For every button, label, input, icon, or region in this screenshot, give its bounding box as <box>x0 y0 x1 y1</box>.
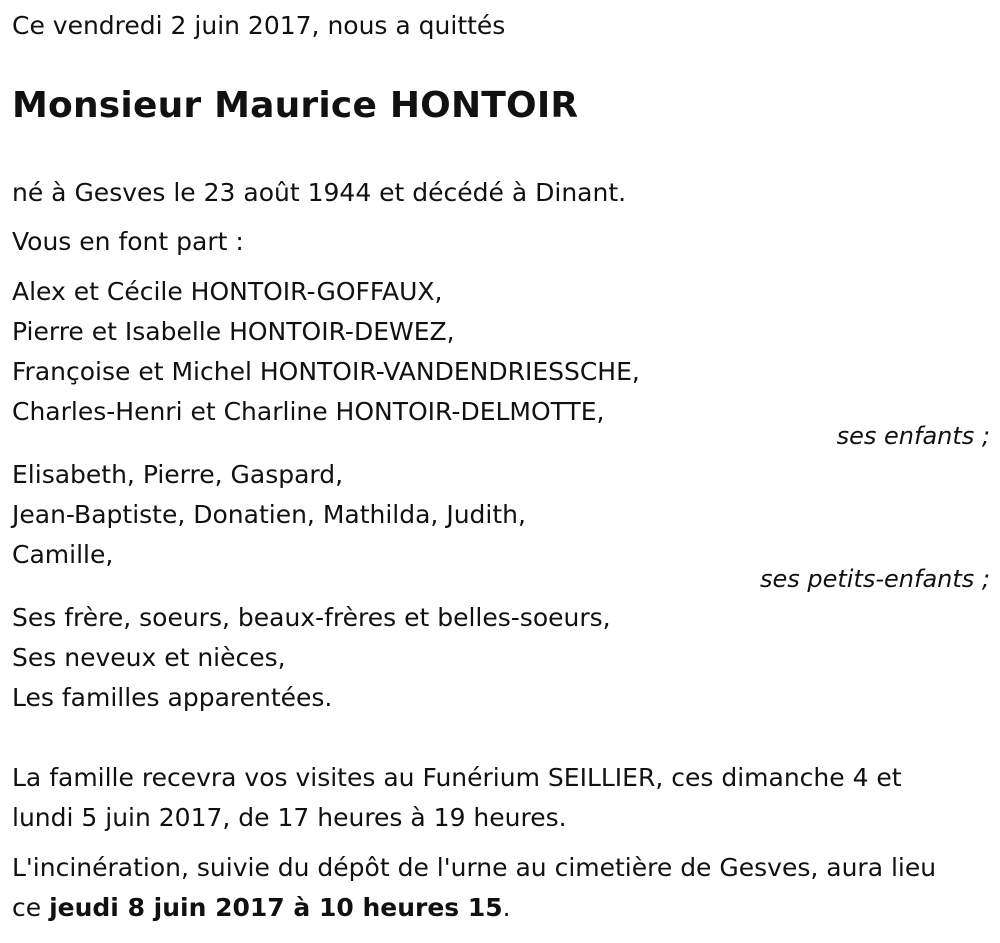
list-item: Ses neveux et nièces, <box>12 643 286 672</box>
list-item: Camille, <box>12 540 114 569</box>
list-item: Elisabeth, Pierre, Gaspard, <box>12 460 344 489</box>
birth-death-line: né à Gesves le 23 août 1944 et décédé à Dinant. <box>12 178 627 207</box>
children-list <box>12 272 990 432</box>
ceremony-paragraph <box>12 848 990 928</box>
list-item: Françoise et Michel HONTOIR-VANDENDRIESSCHE, <box>12 357 640 386</box>
visits-paragraph <box>12 758 990 838</box>
ceremony-line-date <box>12 888 990 928</box>
list-item: Alex et Cécile HONTOIR-GOFFAUX, <box>12 277 443 306</box>
intro-line: Ce vendredi 2 juin 2017, nous a quittés <box>12 11 506 40</box>
visits-line: La famille recevra vos visites au Funérium SEILLIER, ces dimanche 4 et <box>12 763 902 792</box>
deceased-name: Monsieur Maurice HONTOIR <box>12 85 579 126</box>
children-role: ses enfants ; <box>836 422 990 450</box>
ceremony-prefix: ce <box>12 893 50 922</box>
ceremony-line: L'incinération, suivie du dépôt de l'urne au cimetière de Gesves, aura lieu <box>12 853 937 882</box>
ceremony-suffix: . <box>502 893 511 922</box>
visits-line: lundi 5 juin 2017, de 17 heures à 19 heures. <box>12 803 567 832</box>
relatives-list <box>12 598 990 718</box>
list-item: Charles-Henri et Charline HONTOIR-DELMOTTE, <box>12 397 605 426</box>
list-item: Ses frère, soeurs, beaux-frères et belles-soeurs, <box>12 603 611 632</box>
grandchildren-list <box>12 455 990 575</box>
list-item: Jean-Baptiste, Donatien, Mathilda, Judith, <box>12 500 526 529</box>
list-item: Pierre et Isabelle HONTOIR-DEWEZ, <box>12 317 455 346</box>
ceremony-date: jeudi 8 juin 2017 à 10 heures 15 <box>49 893 503 922</box>
announcement-line: Vous en font part : <box>12 227 244 256</box>
grandchildren-role: ses petits-enfants ; <box>759 565 990 593</box>
list-item: Les familles apparentées. <box>12 683 333 712</box>
